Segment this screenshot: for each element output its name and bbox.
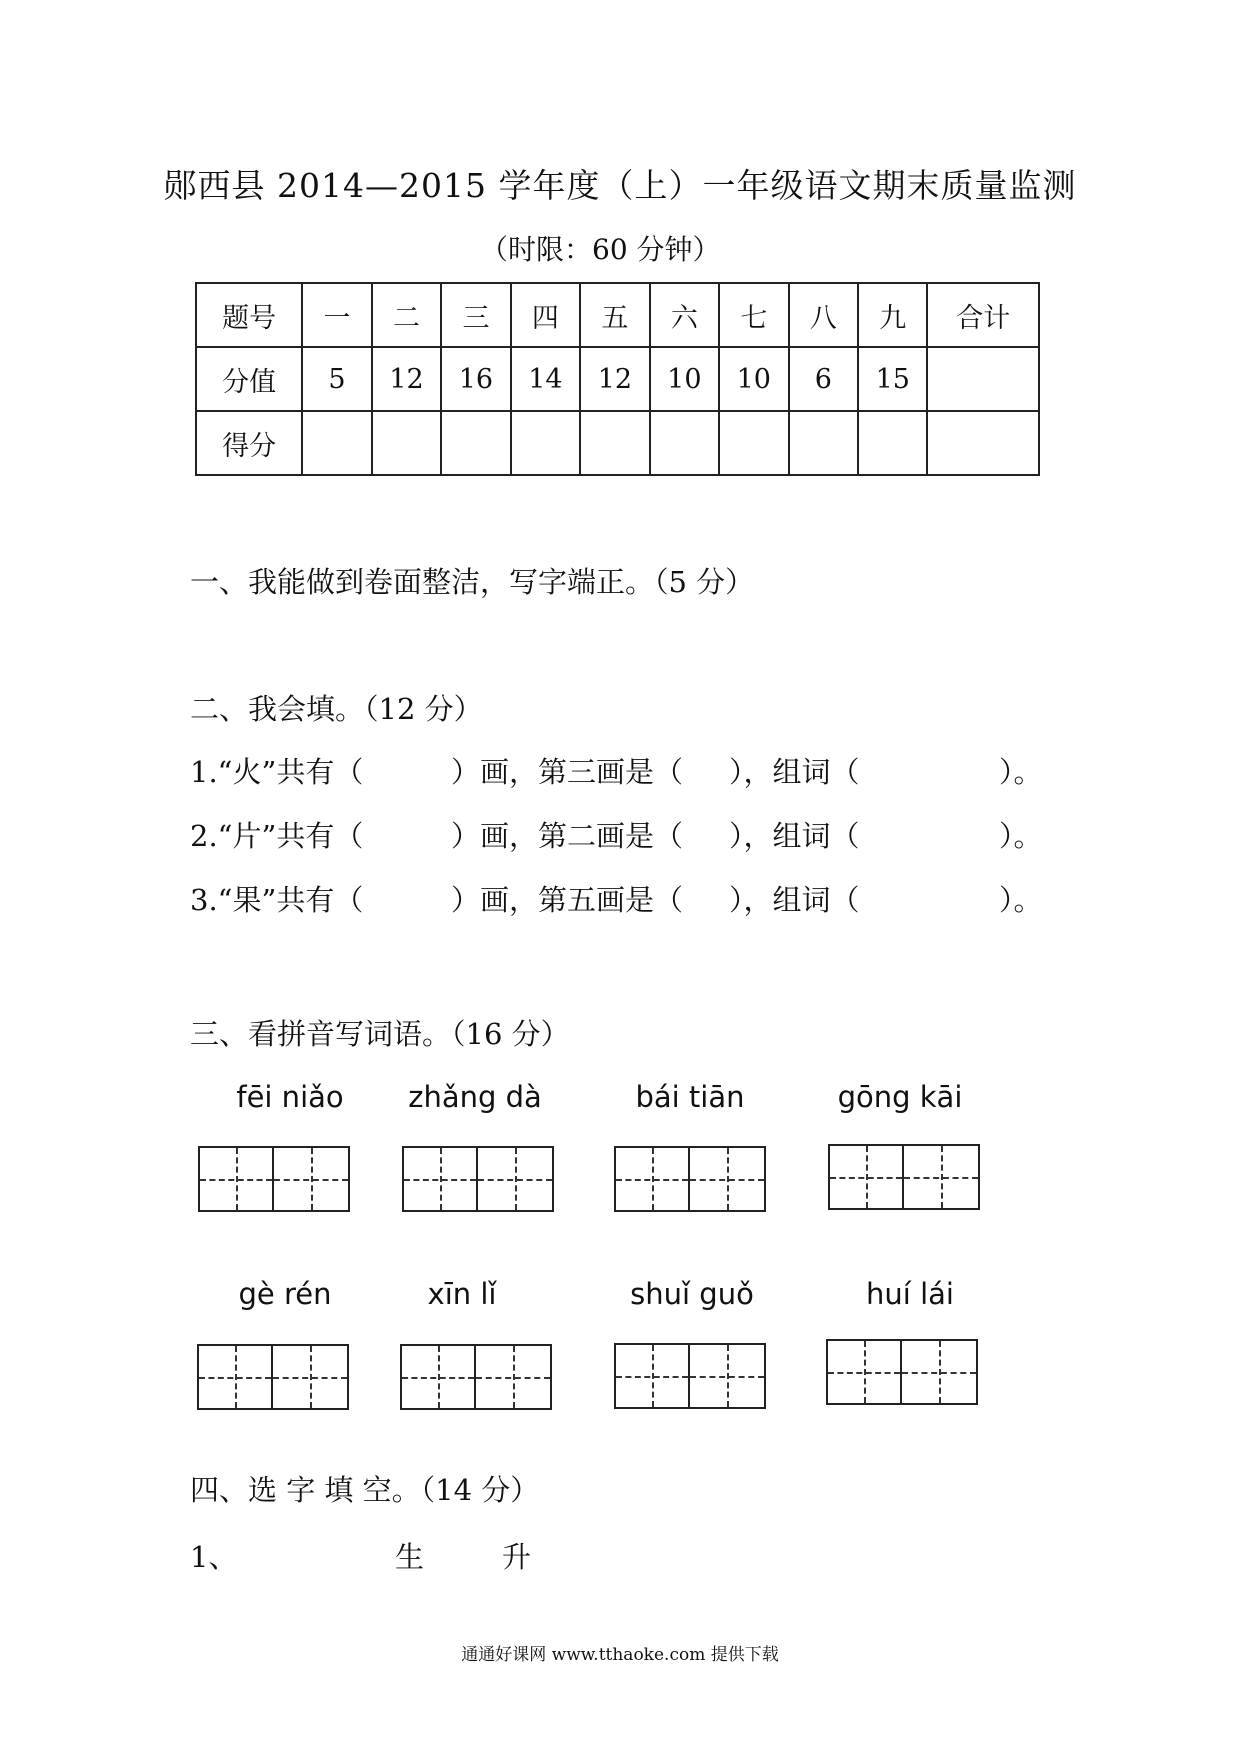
writing-cell[interactable] <box>273 1346 347 1408</box>
table-cell: 合计 <box>927 283 1039 347</box>
table-cell: 题号 <box>196 283 302 347</box>
table-cell: 15 <box>858 347 927 411</box>
section-4-q1-label: 1、 <box>190 1540 238 1574</box>
pinyin-label: zhǎng dà <box>408 1080 542 1114</box>
section-3-title: 三、看拼音写词语。（16 分） <box>190 1017 570 1051</box>
writing-cell[interactable] <box>690 1345 764 1407</box>
writing-cell[interactable] <box>830 1146 904 1208</box>
writing-grid[interactable] <box>828 1144 980 1210</box>
score-table-value-row <box>196 347 1039 411</box>
writing-cell[interactable] <box>199 1346 273 1408</box>
q3-part-b: ）画，第五画是（ <box>451 883 684 917</box>
table-cell: 12 <box>580 347 649 411</box>
pinyin-label: xīn lǐ <box>427 1277 497 1311</box>
q2-part-b: ）画，第二画是（ <box>451 819 684 853</box>
table-cell: 6 <box>789 347 858 411</box>
writing-cell[interactable] <box>828 1341 902 1403</box>
writing-cell[interactable] <box>616 1148 690 1210</box>
pinyin-label: huí lái <box>866 1277 954 1311</box>
writing-grid[interactable] <box>197 1344 349 1410</box>
writing-cell[interactable] <box>404 1148 478 1210</box>
footer-credit: 通通好课网 www.tthaoke.com 提供下载 <box>461 1645 779 1665</box>
choice-char: 升 <box>502 1540 532 1574</box>
table-cell <box>927 347 1039 411</box>
score-cell[interactable] <box>789 411 858 475</box>
section-2-title: 二、我会填。（12 分） <box>190 692 483 726</box>
writing-cell[interactable] <box>476 1346 550 1408</box>
choice-char: 生 <box>395 1540 425 1574</box>
score-table <box>195 282 1040 476</box>
writing-grid[interactable] <box>198 1146 350 1212</box>
pinyin-label: gōng kāi <box>837 1080 963 1114</box>
table-cell: 5 <box>302 347 371 411</box>
section-4-title: 四、选 字 填 空。（14 分） <box>190 1473 540 1507</box>
score-cell[interactable] <box>511 411 580 475</box>
score-cell[interactable] <box>650 411 719 475</box>
table-cell: 四 <box>511 283 580 347</box>
score-cell[interactable] <box>441 411 510 475</box>
writing-cell[interactable] <box>690 1148 764 1210</box>
table-cell: 七 <box>719 283 788 347</box>
writing-cell[interactable] <box>200 1148 274 1210</box>
pinyin-label: shuǐ guǒ <box>630 1277 754 1311</box>
q2-part-a: 2.“片”共有（ <box>190 819 364 853</box>
writing-cell[interactable] <box>904 1146 978 1208</box>
q1-part-d: ）。 <box>999 755 1043 789</box>
table-cell: 14 <box>511 347 580 411</box>
q3-part-c: ），组词（ <box>729 883 860 917</box>
table-cell: 二 <box>372 283 441 347</box>
fill-question-2 <box>190 814 1043 855</box>
pinyin-label: gè rén <box>238 1277 332 1311</box>
table-cell: 得分 <box>196 411 302 475</box>
writing-grid[interactable] <box>400 1344 552 1410</box>
exam-title: 郧西县 2014—2015 学年度（上）一年级语文期末质量监测 <box>163 166 1077 205</box>
writing-cell[interactable] <box>402 1346 476 1408</box>
score-table-header-row <box>196 283 1039 347</box>
table-cell: 10 <box>650 347 719 411</box>
q2-part-d: ）。 <box>999 819 1043 853</box>
score-cell[interactable] <box>719 411 788 475</box>
writing-grid[interactable] <box>614 1146 766 1212</box>
score-cell[interactable] <box>372 411 441 475</box>
score-cell[interactable] <box>302 411 371 475</box>
writing-grid[interactable] <box>826 1339 978 1405</box>
writing-grid[interactable] <box>402 1146 554 1212</box>
writing-cell[interactable] <box>274 1148 348 1210</box>
q1-part-c: ），组词（ <box>729 755 860 789</box>
table-cell: 分值 <box>196 347 302 411</box>
table-cell: 16 <box>441 347 510 411</box>
table-cell: 五 <box>580 283 649 347</box>
pinyin-label: fēi niǎo <box>236 1080 344 1114</box>
writing-grid[interactable] <box>614 1343 766 1409</box>
table-cell: 三 <box>441 283 510 347</box>
score-cell[interactable] <box>580 411 649 475</box>
q1-part-a: 1.“火”共有（ <box>190 755 364 789</box>
q3-part-d: ）。 <box>999 883 1043 917</box>
table-cell: 九 <box>858 283 927 347</box>
table-cell: 12 <box>372 347 441 411</box>
q1-part-b: ）画，第三画是（ <box>451 755 684 789</box>
fill-question-3 <box>190 878 1043 919</box>
score-cell[interactable] <box>858 411 927 475</box>
fill-question-1 <box>190 750 1043 791</box>
pinyin-label: bái tiān <box>635 1080 745 1114</box>
writing-cell[interactable] <box>478 1148 552 1210</box>
section-1-title: 一、我能做到卷面整洁，写字端正。（5 分） <box>190 565 755 599</box>
table-cell: 一 <box>302 283 371 347</box>
table-cell: 八 <box>789 283 858 347</box>
time-limit: （时限：60 分钟） <box>480 233 721 266</box>
table-cell: 10 <box>719 347 788 411</box>
table-cell: 六 <box>650 283 719 347</box>
writing-cell[interactable] <box>902 1341 976 1403</box>
score-table-score-row <box>196 411 1039 475</box>
q3-part-a: 3.“果”共有（ <box>190 883 364 917</box>
writing-cell[interactable] <box>616 1345 690 1407</box>
q2-part-c: ），组词（ <box>729 819 860 853</box>
score-cell[interactable] <box>927 411 1039 475</box>
